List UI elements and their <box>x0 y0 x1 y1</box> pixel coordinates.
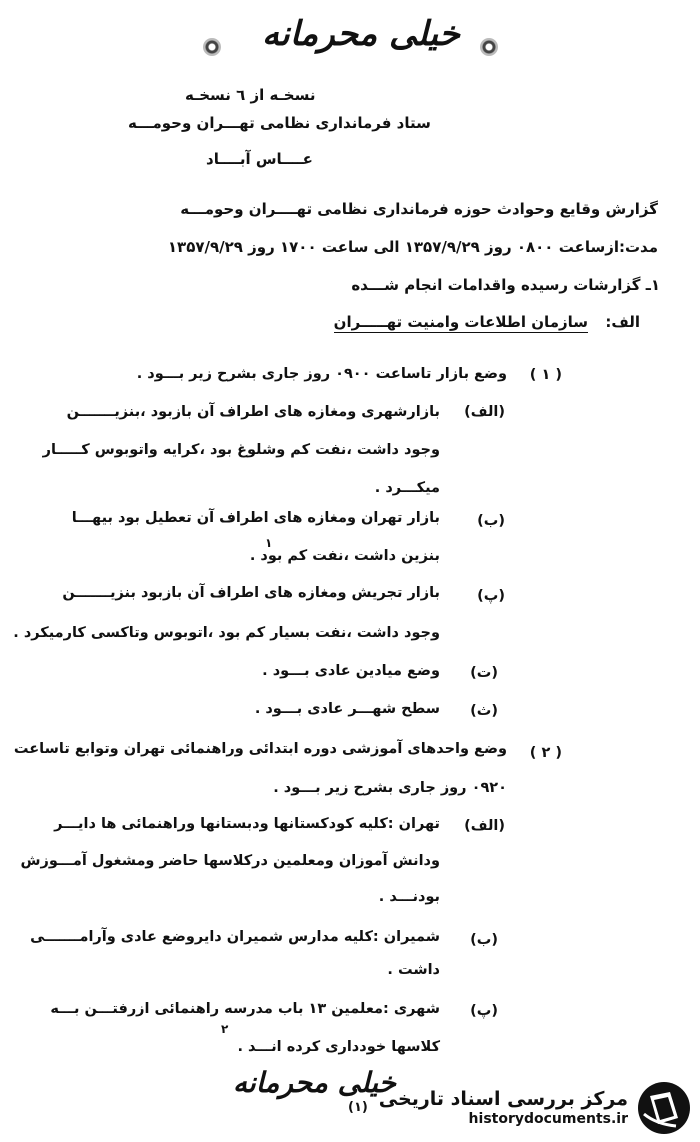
report-title: گزارش وقایع وحوادث حوزه فرمانداری نظامی تهــــران وحومـــه <box>180 200 658 218</box>
item-1t-line-1: وضع میادین عادی بـــود . <box>262 663 440 679</box>
subject-line: عــــاس آبــــاد <box>206 150 313 168</box>
item-1a-line-2: وجود داشت ،نفت کم وشلوغ بود ،کرایه واتوبوس کـــــار <box>42 442 440 458</box>
item-1t-label: (ت) <box>470 665 498 681</box>
punch-hole-left <box>203 38 221 56</box>
item-2b-line-1: شمیران :کلیه مدارس شمیران دایروضع عادی وآرامـــــــی <box>30 929 440 945</box>
page-mark-1: ۱ <box>265 536 273 550</box>
item-1-number: ( ۱ ) <box>529 367 562 383</box>
item-1-text: وضع بازار تاساعت ۰۹۰۰ روز جاری بشرح زیر بـــود . <box>136 366 507 382</box>
classification-stamp-bottom: خیلی محرمانه <box>233 1066 396 1099</box>
item-2p-line-1: شهری :معلمین ۱۳ باب مدرسه راهنمائی ازرفتـــن بـــه <box>50 1001 440 1017</box>
item-2a-label: (الف) <box>464 818 505 834</box>
item-1p-label: (پ) <box>477 588 505 604</box>
section-1-heading: ۱ـ گزارشات رسیده واقدامات انجام شـــده <box>351 276 660 294</box>
item-1th-line-1: سطح شهـــر عادی بـــود . <box>254 701 440 717</box>
report-period: مدت:ازساعت ۰۸۰۰ روز ۱۳۵۷/۹/۲۹ الی ساعت ۱۷۰۰ روز ۱۳۵۷/۹/۲۹ <box>167 238 658 256</box>
item-2p-line-2: کلاسها خودداری کرده انـــد . <box>237 1039 440 1055</box>
item-1a-line-1: بازارشهری ومغازه های اطراف آن بازبود ،بنزیـــــــن <box>66 404 440 420</box>
item-1a-label: (الف) <box>464 404 505 420</box>
archive-logo-text <box>379 1088 628 1128</box>
archive-name-fa: مرکز بررسی اسناد تاریخی <box>378 1088 628 1111</box>
footer-page-number: (۱) <box>348 1100 368 1115</box>
item-2a-line-1: تهران :کلیه کودکستانها ودبستانها وراهنمائی ها دایـــر <box>54 816 440 832</box>
item-1b-line-1: بازار تهران ومغازه های اطراف آن تعطیل بود بیهـــا <box>71 510 440 526</box>
subsection-org: سازمان اطلاعات وامنیت تهـــــران <box>333 313 588 331</box>
punch-hole-right <box>480 38 498 56</box>
copy-count-line: نسخـه از ٦ نسخـه <box>185 86 316 104</box>
item-1th-label: (ث) <box>470 703 498 719</box>
item-2b-label: (ب) <box>470 932 498 948</box>
item-1b-line-2: بنزین داشت ،نفت کم بود . <box>249 548 440 564</box>
office-line: ستاد فرمانداری نظامی تهـــران وحومـــه <box>128 114 431 132</box>
item-2p-label: (پ) <box>470 1003 498 1019</box>
item-2-text-2: ۰۹۲۰ روز جاری بشرح زیر بـــود . <box>273 780 507 796</box>
subsection-label: الف: <box>605 313 640 331</box>
item-2a-line-2: ودانش آموزان ومعلمین درکلاسها حاضر ومشغول آمـــوزش <box>20 853 440 869</box>
item-1b-label: (ب) <box>477 513 505 529</box>
item-2-number: ( ۲ ) <box>529 745 562 761</box>
page-mark-2: ۲ <box>221 1022 229 1036</box>
item-2-text: وضع واحدهای آموزشی دوره ابتدائی وراهنمائی تهران وتوابع تاساعت <box>13 741 507 757</box>
item-2a-line-3: بودنـــد . <box>378 889 440 905</box>
item-1p-line-2: وجود داشت ،نفت بسیار کم بود ،اتوبوس وتاکسی کارمیکرد . <box>13 625 440 641</box>
archive-url: historydocuments.ir <box>468 1111 628 1127</box>
item-1a-line-3: میکـــرد . <box>374 480 440 496</box>
archive-logo <box>379 1080 692 1136</box>
classification-stamp-top: خیلی محرمانه <box>262 14 460 54</box>
archive-emblem-icon <box>636 1080 692 1136</box>
item-1p-line-1: بازار تجریش ومغازه های اطراف آن بازبود بنزیـــــــن <box>62 585 440 601</box>
item-2b-line-2: داشت . <box>387 962 440 978</box>
